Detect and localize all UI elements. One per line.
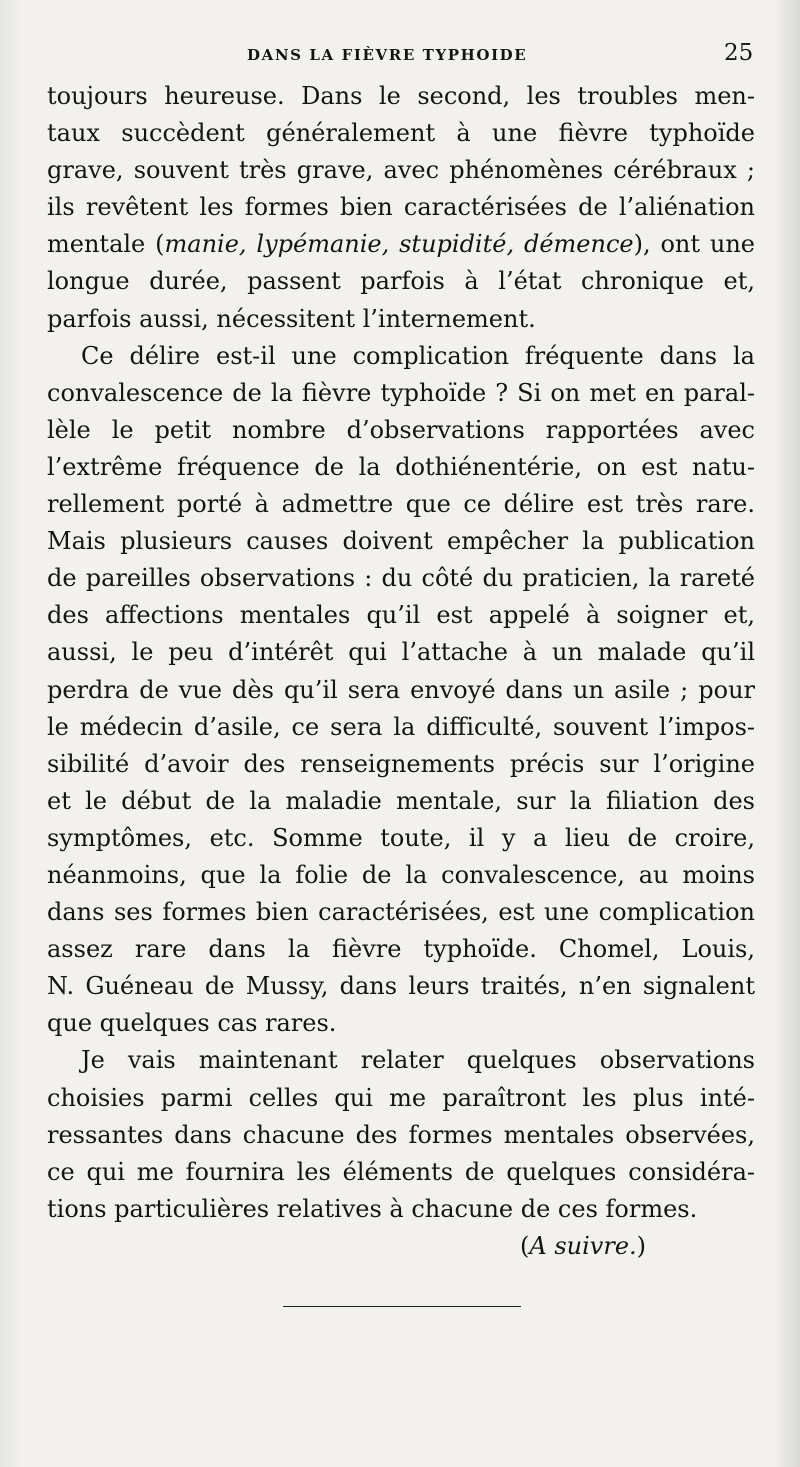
text-line: convalescence de la fièvre typhoïde ? Si on met en paral- bbox=[47, 378, 755, 407]
to-be-continued bbox=[520, 1232, 646, 1260]
text-line: et le début de la maladie mentale, sur la filiation des bbox=[47, 786, 755, 815]
text-line: rellement porté à admettre que ce délire est très rare. bbox=[47, 490, 755, 519]
text-line: assez rare dans la fièvre typhoïde. Chomel, Louis, bbox=[47, 935, 755, 964]
text-line: dans ses formes bien caractérisées, est une complication bbox=[47, 898, 755, 927]
text-line: que quelques cas rares. bbox=[47, 1009, 337, 1038]
text-line: ressantes dans chacune des formes mentales observées, bbox=[47, 1120, 755, 1149]
signoff-text: A suivre. bbox=[529, 1232, 637, 1260]
text-line: toujours heureuse. Dans le second, les troubles men- bbox=[47, 82, 755, 110]
signoff-close: ) bbox=[636, 1232, 647, 1260]
text-line: sibilité d’avoir des renseignements précis sur l’origine bbox=[47, 749, 755, 778]
text-span: ), ont une bbox=[633, 230, 755, 259]
text-span: mentale ( bbox=[47, 230, 165, 259]
italic-diagnoses: manie, lypémanie, stupidité, démence bbox=[164, 230, 634, 259]
text-line: l’extrême fréquence de la dothiénentérie, on est natu- bbox=[47, 452, 755, 481]
text-line: néanmoins, que la folie de la convalescence, au moins bbox=[47, 860, 755, 889]
page-header bbox=[0, 40, 800, 70]
text-line: symptômes, etc. Somme toute, il y a lieu de croire, bbox=[47, 823, 755, 852]
body-text bbox=[47, 78, 755, 1228]
text-line: longue durée, passent parfois à l’état chronique et, bbox=[47, 267, 755, 296]
text-line: Mais plusieurs causes doivent empêcher la publication bbox=[47, 527, 755, 556]
text-line: Je vais maintenant relater quelques observations bbox=[81, 1046, 755, 1075]
text-line: ils revêtent les formes bien caractérisées de l’aliénation bbox=[47, 193, 755, 222]
text-line: parfois aussi, nécessitent l’internement. bbox=[47, 304, 536, 333]
footer-rule bbox=[283, 1306, 521, 1307]
text-line: taux succèdent généralement à une fièvre typhoïde bbox=[47, 119, 755, 148]
text-line: ce qui me fournira les éléments de quelques considéra- bbox=[47, 1157, 755, 1186]
running-title: DANS LA FIÈVRE TYPHOIDE bbox=[247, 46, 528, 64]
text-line: grave, souvent très grave, avec phénomènes cérébraux ; bbox=[47, 156, 755, 185]
page-number: 25 bbox=[724, 40, 754, 66]
text-line-mixed bbox=[47, 226, 755, 263]
text-line: lèle le petit nombre d’observations rapportées avec bbox=[47, 415, 755, 444]
text-line: N. Guéneau de Mussy, dans leurs traités, n’en signalent bbox=[47, 972, 755, 1001]
text-line: tions particulières relatives à chacune de ces formes. bbox=[47, 1194, 698, 1223]
text-line: Ce délire est-il une complication fréquente dans la bbox=[81, 341, 755, 370]
text-line: des affections mentales qu’il est appelé à soigner et, bbox=[47, 601, 755, 630]
text-line: aussi, le peu d’intérêt qui l’attache à un malade qu’il bbox=[47, 638, 755, 667]
signoff-open: ( bbox=[520, 1232, 530, 1260]
text-line: le médecin d’asile, ce sera la difficulté, souvent l’impos- bbox=[47, 712, 755, 741]
text-line: choisies parmi celles qui me paraîtront les plus inté- bbox=[47, 1083, 755, 1112]
text-line: perdra de vue dès qu’il sera envoyé dans un asile ; pour bbox=[47, 675, 755, 704]
text-line: de pareilles observations : du côté du praticien, la rareté bbox=[47, 564, 755, 593]
